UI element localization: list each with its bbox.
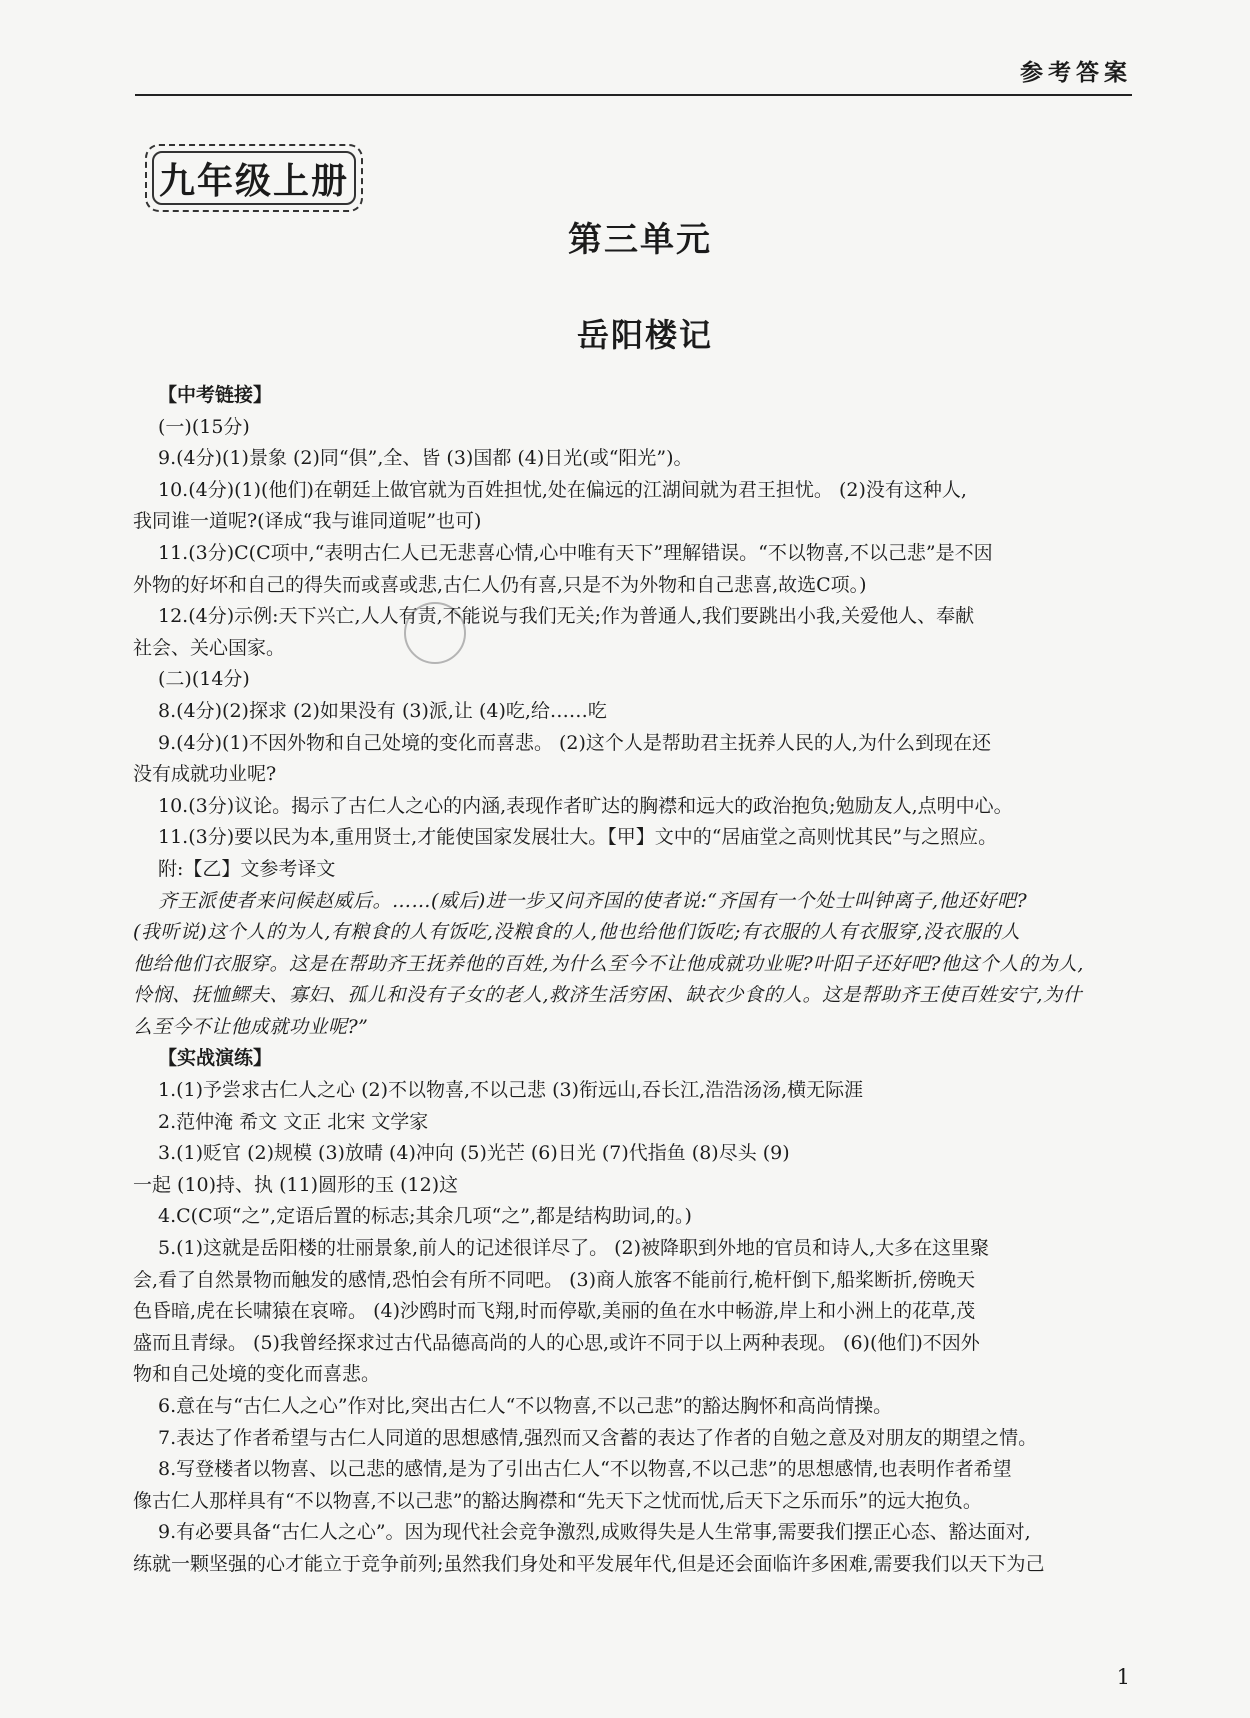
answer-line: 怜悯、抚恤鳏夫、寡妇、孤儿和没有子女的老人,救济生活穷困、缺衣少食的人。这是帮助齐王使百姓安宁,为什 [133, 984, 1083, 1007]
answer-line: 8.(4分)(2)探求 (2)如果没有 (3)派,让 (4)吃,给……吃 [158, 699, 607, 722]
answer-line: 练就一颗坚强的心才能立于竞争前列;虽然我们身处和平发展年代,但是还会面临许多困难,需要我们以天下为己 [133, 1552, 1045, 1575]
header-label: 参考答案 [1020, 59, 1132, 86]
answer-line: 9.有必要具备“古仁人之心”。因为现代社会竞争激烈,成败得失是人生常事,需要我们摆正心态、豁达面对, [158, 1521, 1031, 1544]
answer-line: 像古仁人那样具有“不以物喜,不以己悲”的豁达胸襟和“先天下之忧而忧,后天下之乐而乐”的远大抱负。 [133, 1489, 982, 1512]
header-rule [135, 94, 1132, 96]
answer-line: 盛而且青绿。 (5)我曾经探求过古代品德高尚的人的心思,或许不同于以上两种表现。 (6)(他们)不因外 [133, 1331, 980, 1354]
answer-line: 8.写登楼者以物喜、以己悲的感情,是为了引出古仁人“不以物喜,不以己悲”的思想感情,也表明作者希望 [158, 1458, 1012, 1481]
answer-line: 外物的好坏和自己的得失而或喜或悲,古仁人仍有喜,只是不为外物和自己悲喜,故选C项。) [133, 573, 867, 596]
answer-line: 社会、关心国家。 [133, 636, 286, 659]
answer-line: 9.(4分)(1)不因外物和自己处境的变化而喜悲。 (2)这个人是帮助君主抚养人民的人,为什么到现在还 [158, 731, 991, 754]
answer-line: 会,看了自然景物而触发的感情,恐怕会有所不同吧。 (3)商人旅客不能前行,桅杆倒下,船桨断折,傍晚天 [133, 1268, 976, 1291]
unit-title: 第三单元 [568, 220, 712, 260]
answer-line: (一)(15分) [158, 415, 250, 438]
page-number: 1 [1116, 1665, 1130, 1689]
answer-line: (二)(14分) [158, 668, 250, 691]
answer-line: 10.(3分)议论。揭示了古仁人之心的内涵,表现作者旷达的胸襟和远大的政治抱负;勉励友人,点明中心。 [158, 794, 1013, 817]
section-heading: 【中考链接】 [158, 384, 273, 406]
answer-line: 9.(4分)(1)景象 (2)同“俱”,全、皆 (3)国都 (4)日光(或“阳光”)。 [158, 447, 693, 470]
grade-badge [145, 144, 363, 212]
answer-line: 1.(1)予尝求古仁人之心 (2)不以物喜,不以己悲 (3)衔远山,吞长江,浩浩汤汤,横无际涯 [158, 1079, 864, 1102]
answer-line: 10.(4分)(1)(他们)在朝廷上做官就为百姓担忧,处在偏远的江湖间就为君王担忧。 (2)没有这种人, [158, 478, 967, 501]
answer-line: 附:【乙】文参考译文 [158, 857, 336, 880]
grade-label: 九年级上册 [158, 159, 349, 202]
lesson-title: 岳阳楼记 [576, 316, 713, 354]
answer-line: 12.(4分)示例:天下兴亡,人人有责,不能说与我们无关;作为普通人,我们要跳出小我,关爱他人、奉献 [158, 605, 975, 628]
answer-line: 7.表达了作者希望与古仁人同道的思想感情,强烈而又含蓄的表达了作者的自勉之意及对朋友的期望之情。 [158, 1426, 1038, 1449]
answer-line: 他给他们衣服穿。这是在帮助齐王抚养他的百姓,为什么至今不让他成就功业呢?叶阳子还好吧?他这个人的为人, [133, 952, 1084, 975]
answer-line: 4.C(C项“之”,定语后置的标志;其余几项“之”,都是结构助词,的。) [158, 1205, 692, 1228]
answer-content [133, 380, 1128, 1581]
answer-line: 物和自己处境的变化而喜悲。 [133, 1363, 381, 1386]
answer-line: 11.(3分)C(C项中,“表明古仁人已无悲喜心情,心中唯有天下”理解错误。“不以物喜,不以己悲”是不因 [158, 541, 993, 564]
answer-line: 2.范仲淹 希文 文正 北宋 文学家 [158, 1110, 429, 1133]
answer-line: 3.(1)贬官 (2)规模 (3)放晴 (4)冲向 (5)光芒 (6)日光 (7)代指鱼 (8)尽头 (9) [158, 1142, 790, 1165]
answer-line: 一起 (10)持、执 (11)圆形的玉 (12)这 [133, 1173, 459, 1196]
answer-line: 5.(1)这就是岳阳楼的壮丽景象,前人的记述很详尽了。 (2)被降职到外地的官员和诗人,大多在这里聚 [158, 1237, 990, 1260]
answer-line: 我同谁一道呢?(译成“我与谁同道呢”也可) [133, 510, 482, 533]
answer-line: (我听说)这个人的为人,有粮食的人有饭吃,没粮食的人,他也给他们饭吃;有衣服的人有衣服穿,没衣服的人 [133, 921, 1021, 944]
answer-line: 没有成就功业呢? [133, 763, 277, 786]
answer-line: 齐王派使者来问候赵威后。……(威后)进一步又问齐国的使者说:“齐国有一个处士叫钟离子,他还好吧? [158, 889, 1028, 912]
answer-line: 6.意在与“古仁人之心”作对比,突出古仁人“不以物喜,不以己悲”的豁达胸怀和高尚情操。 [158, 1395, 893, 1417]
answer-line: 么至今不让他成就功业呢?” [133, 1015, 369, 1038]
answer-line: 11.(3分)要以民为本,重用贤士,才能使国家发展壮大。【甲】文中的“居庙堂之高则忧其民”与之照应。 [158, 826, 998, 849]
answer-line: 色昏暗,虎在长啸猿在哀啼。 (4)沙鸥时而飞翔,时而停歇,美丽的鱼在水中畅游,岸上和小洲上的花草,茂 [133, 1300, 976, 1323]
section-heading: 【实战演练】 [158, 1047, 273, 1070]
